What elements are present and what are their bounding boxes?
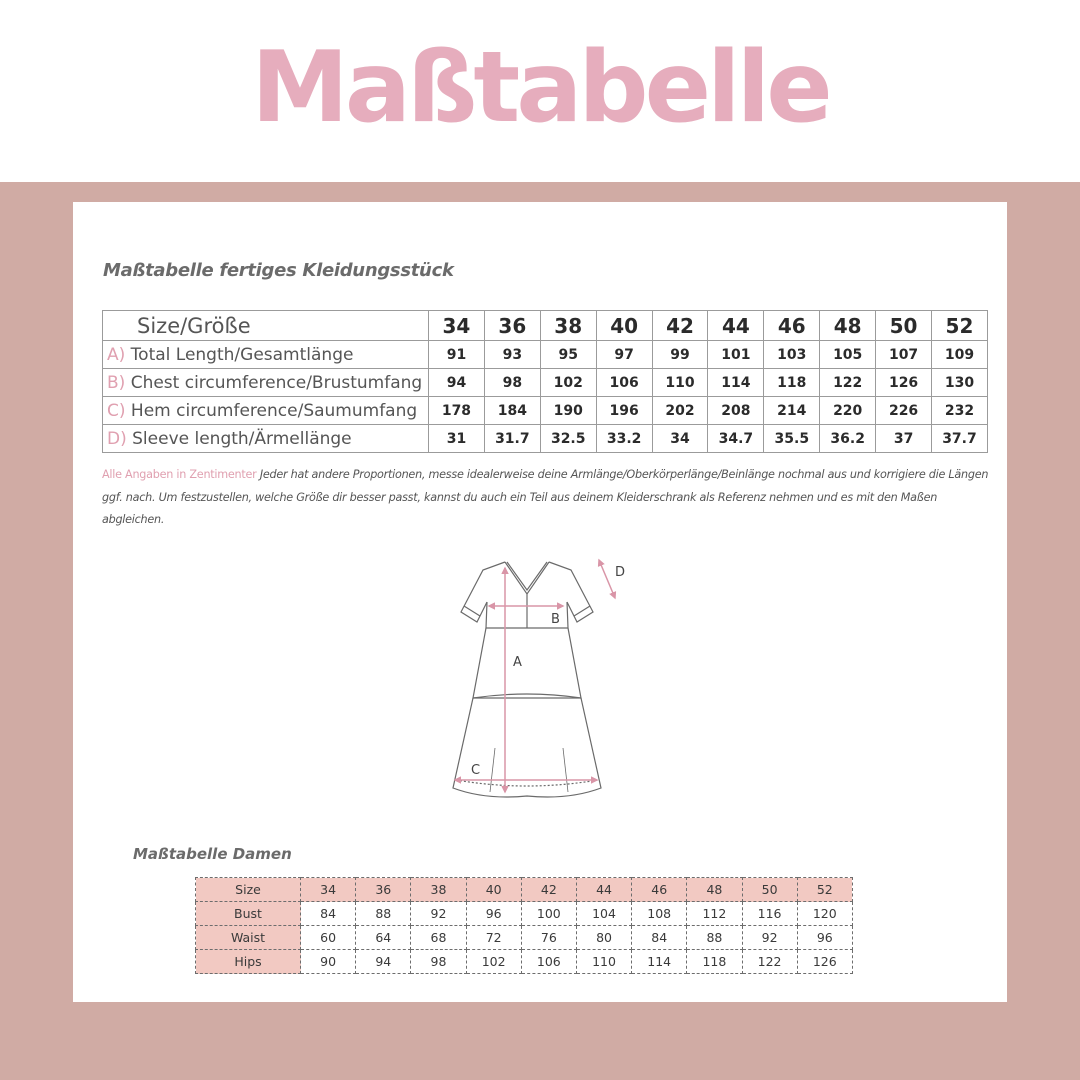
size-header-label: Size <box>196 878 301 902</box>
table-cell: 120 <box>797 902 852 926</box>
table-cell: 101 <box>708 341 764 369</box>
table-cell: 114 <box>632 950 687 974</box>
size-header: 48 <box>687 878 742 902</box>
table-cell: 102 <box>466 950 521 974</box>
page-title: Maßtabelle <box>251 31 829 145</box>
row-label-text: Total Length/Gesamtlänge <box>125 344 354 365</box>
size-chart-card <box>73 202 1007 1002</box>
size-header: 52 <box>932 311 988 341</box>
row-label-text: Chest circumference/Brustumfang <box>125 372 423 393</box>
table-cell: 88 <box>356 902 411 926</box>
table-cell: 232 <box>932 397 988 425</box>
garment-measurement-table <box>102 310 988 453</box>
size-header: 38 <box>540 311 596 341</box>
size-header: 34 <box>429 311 485 341</box>
table-cell: 37 <box>876 425 932 453</box>
table-cell: 116 <box>742 902 797 926</box>
table-cell: 34.7 <box>708 425 764 453</box>
garment-table-title: Maßtabelle fertiges Kleidungsstück <box>103 260 454 281</box>
row-letter: B) <box>107 372 126 393</box>
table-header-row <box>196 878 853 902</box>
size-header: 50 <box>876 311 932 341</box>
table-cell: 36.2 <box>820 425 876 453</box>
table-cell: 94 <box>356 950 411 974</box>
table-cell: 112 <box>687 902 742 926</box>
table-header-row <box>103 311 988 341</box>
size-header: 38 <box>411 878 466 902</box>
table-cell: 104 <box>576 902 631 926</box>
size-header: 40 <box>596 311 652 341</box>
table-row-hem <box>103 397 988 425</box>
table-cell: 92 <box>742 926 797 950</box>
row-label-text: Hem circumference/Saumumfang <box>125 400 418 421</box>
table-cell: 114 <box>708 369 764 397</box>
table-row-sleeve <box>103 425 988 453</box>
table-cell: 110 <box>652 369 708 397</box>
table-cell: 106 <box>596 369 652 397</box>
label-c: C <box>471 763 481 778</box>
table-cell: 102 <box>540 369 596 397</box>
table-cell: 184 <box>484 397 540 425</box>
row-label-text: Sleeve length/Ärmellänge <box>126 428 352 449</box>
row-label: Bust <box>196 902 301 926</box>
size-header-label: Size/Größe <box>103 311 429 341</box>
measurement-note <box>102 464 992 532</box>
row-label <box>103 425 429 453</box>
table-cell: 178 <box>429 397 485 425</box>
table-cell: 76 <box>521 926 576 950</box>
table-cell: 208 <box>708 397 764 425</box>
label-d: D <box>615 565 626 580</box>
table-cell: 105 <box>820 341 876 369</box>
label-a: A <box>513 655 522 670</box>
table-cell: 122 <box>742 950 797 974</box>
table-cell: 84 <box>632 926 687 950</box>
table-cell: 32.5 <box>540 425 596 453</box>
table-cell: 107 <box>876 341 932 369</box>
table-cell: 37.7 <box>932 425 988 453</box>
size-header: 36 <box>356 878 411 902</box>
row-letter: C) <box>107 400 126 421</box>
table-row-bust <box>196 902 853 926</box>
size-header: 48 <box>820 311 876 341</box>
table-cell: 35.5 <box>764 425 820 453</box>
table-cell: 220 <box>820 397 876 425</box>
table-cell: 98 <box>484 369 540 397</box>
table-cell: 226 <box>876 397 932 425</box>
table-cell: 33.2 <box>596 425 652 453</box>
table-cell: 96 <box>466 902 521 926</box>
row-label <box>103 369 429 397</box>
table-cell: 214 <box>764 397 820 425</box>
table-cell: 98 <box>411 950 466 974</box>
table-cell: 100 <box>521 902 576 926</box>
table-cell: 60 <box>301 926 356 950</box>
table-row-total-length <box>103 341 988 369</box>
row-label: Waist <box>196 926 301 950</box>
row-letter: D) <box>107 428 127 449</box>
table-cell: 91 <box>429 341 485 369</box>
women-table-title: Maßtabelle Damen <box>133 845 292 863</box>
size-header: 46 <box>764 311 820 341</box>
table-cell: 99 <box>652 341 708 369</box>
table-cell: 122 <box>820 369 876 397</box>
table-cell: 109 <box>932 341 988 369</box>
table-cell: 31.7 <box>484 425 540 453</box>
table-cell: 190 <box>540 397 596 425</box>
table-cell: 90 <box>301 950 356 974</box>
table-cell: 93 <box>484 341 540 369</box>
dress-outline-icon <box>453 562 601 797</box>
table-cell: 64 <box>356 926 411 950</box>
table-cell: 80 <box>576 926 631 950</box>
table-cell: 110 <box>576 950 631 974</box>
dress-diagram <box>445 548 635 808</box>
size-header: 50 <box>742 878 797 902</box>
table-cell: 126 <box>876 369 932 397</box>
table-cell: 130 <box>932 369 988 397</box>
size-header: 34 <box>301 878 356 902</box>
row-label <box>103 397 429 425</box>
table-cell: 106 <box>521 950 576 974</box>
size-header: 44 <box>576 878 631 902</box>
table-cell: 94 <box>429 369 485 397</box>
size-header: 44 <box>708 311 764 341</box>
size-header: 42 <box>652 311 708 341</box>
table-cell: 34 <box>652 425 708 453</box>
table-cell: 103 <box>764 341 820 369</box>
row-letter: A) <box>107 344 126 365</box>
table-cell: 97 <box>596 341 652 369</box>
row-label <box>103 341 429 369</box>
size-header: 40 <box>466 878 521 902</box>
table-cell: 72 <box>466 926 521 950</box>
table-cell: 96 <box>797 926 852 950</box>
table-row-waist <box>196 926 853 950</box>
table-cell: 88 <box>687 926 742 950</box>
table-cell: 108 <box>632 902 687 926</box>
table-cell: 196 <box>596 397 652 425</box>
table-row-hips <box>196 950 853 974</box>
table-cell: 202 <box>652 397 708 425</box>
note-highlight: Alle Angaben in Zentimenter <box>102 468 257 481</box>
table-cell: 118 <box>764 369 820 397</box>
size-header: 52 <box>797 878 852 902</box>
table-row-chest <box>103 369 988 397</box>
note-text: Jeder hat andere Proportionen, messe idealerweise deine Armlänge/Oberkörperlänge/Beinlänge nochmal aus und korrigiere die Längen ggf. nach. Um festzustellen, welche Größe dir besser passt, kannst du auch ein Teil aus deinem Kleiderschrank als Referenz nehmen und es mit den Maßen abgleichen. <box>102 468 989 526</box>
women-size-table <box>195 877 853 974</box>
size-header: 46 <box>632 878 687 902</box>
table-cell: 92 <box>411 902 466 926</box>
size-header: 36 <box>484 311 540 341</box>
table-cell: 31 <box>429 425 485 453</box>
table-cell: 95 <box>540 341 596 369</box>
row-label: Hips <box>196 950 301 974</box>
label-b: B <box>551 612 560 627</box>
size-header: 42 <box>521 878 576 902</box>
table-cell: 126 <box>797 950 852 974</box>
table-cell: 118 <box>687 950 742 974</box>
table-cell: 68 <box>411 926 466 950</box>
table-cell: 84 <box>301 902 356 926</box>
